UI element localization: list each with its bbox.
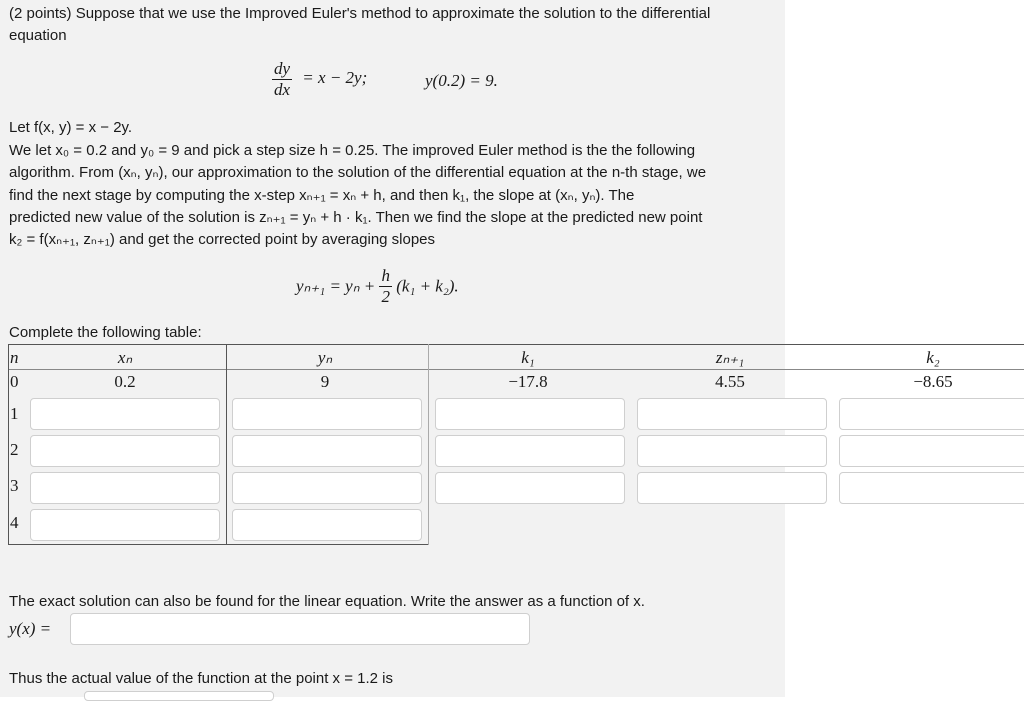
algorithm-line-5: k₂ = f(xₙ₊₁, zₙ₊₁) and get the corrected point by averaging slopes (9, 231, 436, 248)
row4-n: 4 (10, 513, 19, 532)
initial-condition: y(0.2) = 9. (425, 71, 498, 90)
header-yn: yₙ (317, 348, 333, 367)
header-k1: k₁ (521, 348, 535, 367)
row1-zn1-input[interactable] (637, 398, 827, 430)
header-zn1: zₙ₊₁ (715, 348, 745, 367)
table-col-divider (226, 344, 227, 545)
algorithm-line-1: We let x₀ = 0.2 and y₀ = 9 and pick a step size h = 0.25. The improved Euler method is the the following (9, 142, 696, 159)
ode-numerator: dy (274, 59, 291, 78)
actual-value-input[interactable] (84, 691, 274, 701)
formula-rhs: (k₁ + k₂). (396, 276, 459, 296)
exact-solution-label: y(x) = (9, 619, 52, 638)
row4-yn-input[interactable] (232, 509, 422, 541)
row0-xn: 0.2 (114, 372, 136, 391)
exact-solution-input[interactable] (70, 613, 530, 645)
table-header-divider (8, 369, 1024, 370)
problem-intro-line2: equation (9, 27, 67, 44)
algorithm-line-2: algorithm. From (xₙ, yₙ), our approximation to the solution of the differential equation at the n-th stage, we (9, 164, 707, 181)
row0-k1: −17.8 (508, 372, 548, 391)
formula-fraction (379, 266, 392, 307)
row2-k1-input[interactable] (435, 435, 625, 467)
row2-zn1-input[interactable] (637, 435, 827, 467)
algorithm-line-4: predicted new value of the solution is zₙ₊₁ = yₙ + h · k₁. Then we find the slope at the predicted new point (9, 209, 703, 226)
header-xn: xₙ (117, 348, 133, 367)
row3-n: 3 (10, 476, 19, 495)
row0-zn1: 4.55 (715, 372, 745, 391)
header-n: n (10, 348, 19, 367)
row1-k1-input[interactable] (435, 398, 625, 430)
exact-solution-prompt: The exact solution can also be found for the linear equation. Write the answer as a function of x. (9, 593, 645, 610)
row3-k2-input[interactable] (839, 472, 1024, 504)
ode-rhs: = x − 2y; (302, 68, 368, 88)
actual-value-prompt: Thus the actual value of the function at the point x = 1.2 is (9, 670, 393, 687)
header-k2: k₂ (926, 348, 940, 367)
row4-xn-input[interactable] (30, 509, 220, 541)
problem-intro-line1: (2 points) Suppose that we use the Improved Euler's method to approximate the solution to the differential (9, 5, 711, 22)
row3-yn-input[interactable] (232, 472, 422, 504)
table-left-border (8, 344, 9, 545)
row1-xn-input[interactable] (30, 398, 220, 430)
table-col-divider-2 (428, 344, 429, 545)
row2-n: 2 (10, 440, 19, 459)
row0-yn: 9 (320, 372, 330, 391)
formula-denominator: 2 (381, 287, 390, 306)
ode-fraction (272, 59, 292, 100)
formula-lhs: yₙ₊₁ = yₙ + (296, 276, 376, 296)
row1-yn-input[interactable] (232, 398, 422, 430)
table-prompt: Complete the following table: (9, 324, 202, 341)
table-bottom-border (8, 544, 428, 545)
row2-yn-input[interactable] (232, 435, 422, 467)
row3-zn1-input[interactable] (637, 472, 827, 504)
let-f-text: Let f(x, y) = x − 2y. (9, 119, 133, 136)
table-top-border (8, 344, 1024, 345)
ode-denominator: dx (274, 80, 291, 99)
row3-k1-input[interactable] (435, 472, 625, 504)
row0-n: 0 (10, 372, 19, 391)
row0-k2: −8.65 (913, 372, 953, 391)
algorithm-line-3: find the next stage by computing the x-step xₙ₊₁ = xₙ + h, and then k₁, the slope at (xₙ, yₙ). The (9, 187, 635, 204)
row1-n: 1 (10, 404, 19, 423)
formula-numerator: h (381, 266, 390, 285)
row1-k2-input[interactable] (839, 398, 1024, 430)
ode-equation (272, 59, 367, 100)
update-formula (296, 266, 459, 307)
row2-xn-input[interactable] (30, 435, 220, 467)
row2-k2-input[interactable] (839, 435, 1024, 467)
row3-xn-input[interactable] (30, 472, 220, 504)
